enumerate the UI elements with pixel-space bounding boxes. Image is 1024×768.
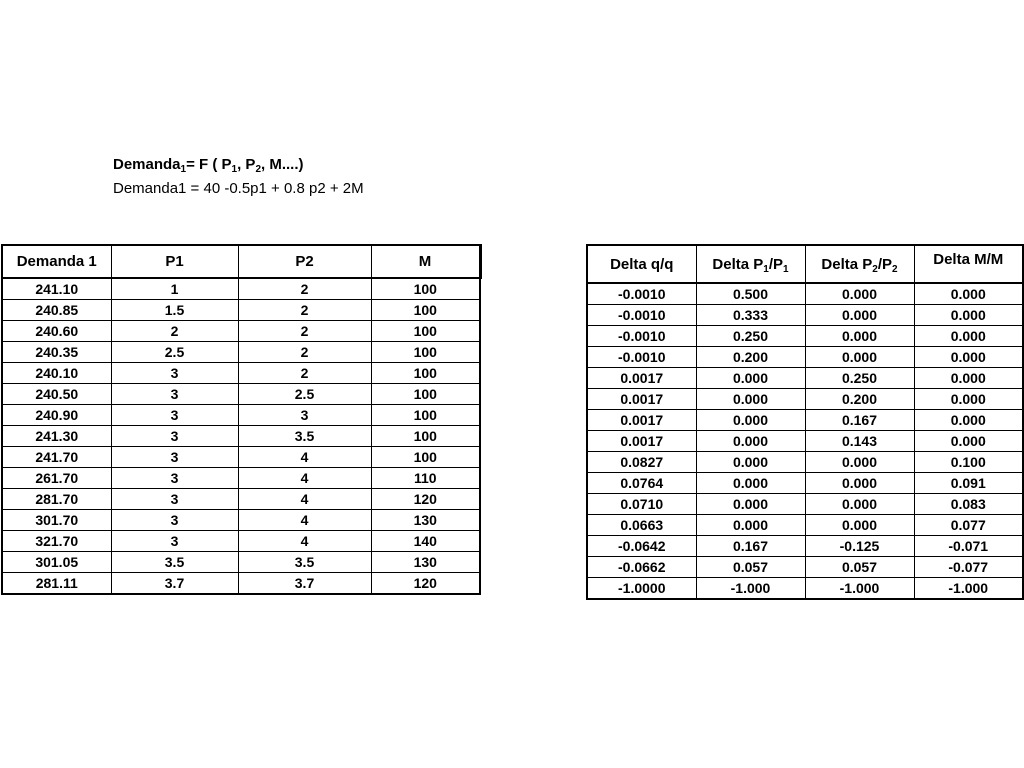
table-row (587, 473, 1023, 494)
table-cell: 2 (238, 278, 371, 300)
table-cell: 0.0764 (587, 473, 696, 494)
table-row (2, 278, 480, 300)
table-cell: 100 (371, 384, 480, 405)
table-cell: 100 (371, 300, 480, 321)
table-cell: 241.30 (2, 426, 111, 447)
table-cell: 240.35 (2, 342, 111, 363)
table-cell: 0.000 (696, 515, 805, 536)
table-row (587, 536, 1023, 557)
table-cell: 0.000 (696, 431, 805, 452)
table-cell: 0.0017 (587, 431, 696, 452)
table-row (2, 384, 480, 405)
table-cell: 3 (111, 531, 238, 552)
table-row (587, 368, 1023, 389)
table-cell: 1 (111, 278, 238, 300)
table-cell: 240.10 (2, 363, 111, 384)
table-cell: 120 (371, 573, 480, 595)
table-cell: 0.250 (696, 326, 805, 347)
table-row (587, 557, 1023, 578)
table-cell: 281.11 (2, 573, 111, 595)
demand-formula: Demanda1 = 40 -0.5p1 + 0.8 p2 + 2M (113, 180, 364, 197)
table-cell: -0.0642 (587, 536, 696, 557)
table-cell: 3.7 (238, 573, 371, 595)
table-row (587, 431, 1023, 452)
table-cell: 4 (238, 447, 371, 468)
table-cell: 1.5 (111, 300, 238, 321)
table-row (2, 552, 480, 573)
col-header-delta-q: Delta q/q (587, 245, 696, 283)
table-cell: 4 (238, 531, 371, 552)
table-cell: 4 (238, 468, 371, 489)
table-cell: 2 (238, 321, 371, 342)
table-cell: 0.100 (914, 452, 1023, 473)
table-cell: 0.000 (696, 452, 805, 473)
table-cell: 0.000 (914, 389, 1023, 410)
table-row (2, 363, 480, 384)
table-cell: 100 (371, 405, 480, 426)
table-cell: 0.000 (805, 347, 914, 368)
table-cell: 0.000 (696, 410, 805, 431)
table-row (587, 283, 1023, 305)
table-cell: 0.000 (914, 368, 1023, 389)
table-row (2, 405, 480, 426)
table-cell: 0.0663 (587, 515, 696, 536)
table-cell: 0.000 (914, 305, 1023, 326)
table-cell: 4 (238, 510, 371, 531)
table-row (587, 494, 1023, 515)
table-row (2, 342, 480, 363)
header-row (587, 245, 1023, 283)
table-cell: -1.000 (805, 578, 914, 600)
table-cell: 240.90 (2, 405, 111, 426)
table-row (587, 452, 1023, 473)
col-header-p2: P2 (238, 245, 371, 278)
table-cell: -0.0010 (587, 283, 696, 305)
table-row (2, 321, 480, 342)
col-header-demanda: Demanda 1 (2, 245, 111, 278)
table-cell: 2.5 (111, 342, 238, 363)
table-cell: 2 (238, 342, 371, 363)
elasticity-table (586, 244, 1024, 600)
table-cell: -0.0662 (587, 557, 696, 578)
table-cell: 0.200 (805, 389, 914, 410)
col-header-delta-m: Delta M/M (914, 245, 1023, 283)
table-cell: 0.000 (696, 473, 805, 494)
table-row (2, 573, 480, 595)
table-cell: 0.091 (914, 473, 1023, 494)
table-cell: 0.000 (805, 515, 914, 536)
table-cell: 4 (238, 489, 371, 510)
table-cell: 321.70 (2, 531, 111, 552)
table-cell: 100 (371, 426, 480, 447)
header-row (2, 245, 480, 278)
table-cell: 0.083 (914, 494, 1023, 515)
table-cell: -0.077 (914, 557, 1023, 578)
table-cell: 2 (238, 363, 371, 384)
table-cell: 0.167 (805, 410, 914, 431)
table-cell: 0.200 (696, 347, 805, 368)
table-cell: 0.000 (696, 389, 805, 410)
table-cell: 0.000 (805, 283, 914, 305)
table-cell: 0.000 (914, 431, 1023, 452)
table-cell: 3 (238, 405, 371, 426)
table-cell: 3 (111, 426, 238, 447)
table-cell: 100 (371, 447, 480, 468)
demand-table (1, 244, 482, 595)
table-row (587, 578, 1023, 600)
table-cell: 0.000 (914, 410, 1023, 431)
table-row (2, 510, 480, 531)
table-cell: 3 (111, 363, 238, 384)
table-row (587, 347, 1023, 368)
table-cell: 0.000 (805, 326, 914, 347)
table-cell: 281.70 (2, 489, 111, 510)
col-header-delta-p1: Delta $P_1/P_1$ (696, 245, 805, 283)
table-row (587, 389, 1023, 410)
table-cell: 3.5 (238, 552, 371, 573)
table-cell: 301.70 (2, 510, 111, 531)
table-cell: 130 (371, 552, 480, 573)
table-cell: 0.057 (805, 557, 914, 578)
table-row (2, 300, 480, 321)
demand-table-body (2, 278, 480, 594)
table-cell: 3.7 (111, 573, 238, 595)
table-cell: -1.000 (914, 578, 1023, 600)
table-row (2, 426, 480, 447)
table-row (2, 531, 480, 552)
table-cell: 0.077 (914, 515, 1023, 536)
table-cell: 0.000 (914, 326, 1023, 347)
table-cell: 0.000 (805, 452, 914, 473)
table-cell: 0.000 (914, 283, 1023, 305)
table-cell: -1.0000 (587, 578, 696, 600)
table-cell: 0.000 (696, 368, 805, 389)
table-cell: 3 (111, 384, 238, 405)
table-cell: 240.60 (2, 321, 111, 342)
table-cell: 0.0017 (587, 389, 696, 410)
table-cell: 0.0827 (587, 452, 696, 473)
table-cell: 0.0017 (587, 410, 696, 431)
table-row (2, 489, 480, 510)
table-cell: 0.167 (696, 536, 805, 557)
col-header-delta-p2: Delta $P_2/P_2$ (805, 245, 914, 283)
table-cell: 130 (371, 510, 480, 531)
table-cell: 3.5 (238, 426, 371, 447)
table-row (2, 468, 480, 489)
table-cell: -0.0010 (587, 326, 696, 347)
table-cell: 0.000 (805, 494, 914, 515)
table-cell: 100 (371, 342, 480, 363)
table-row (587, 326, 1023, 347)
table-cell: 3.5 (111, 552, 238, 573)
table-cell: 240.50 (2, 384, 111, 405)
table-cell: 2.5 (238, 384, 371, 405)
table-cell: 3 (111, 489, 238, 510)
table-cell: 120 (371, 489, 480, 510)
table-cell: -1.000 (696, 578, 805, 600)
table-cell: 100 (371, 321, 480, 342)
function-title: Demanda$_1$= F ( $P_1$, $P_2$, M....) (113, 156, 304, 175)
table-cell: 100 (371, 278, 480, 300)
table-cell: 0.0017 (587, 368, 696, 389)
col-header-p1: P1 (111, 245, 238, 278)
table-cell: 0.000 (805, 305, 914, 326)
table-cell: 241.70 (2, 447, 111, 468)
table-cell: 261.70 (2, 468, 111, 489)
table-cell: 240.85 (2, 300, 111, 321)
table-row (2, 447, 480, 468)
table-cell: 0.0710 (587, 494, 696, 515)
table-cell: 2 (111, 321, 238, 342)
table-cell: 0.500 (696, 283, 805, 305)
table-cell: 100 (371, 363, 480, 384)
table-cell: 3 (111, 510, 238, 531)
table-cell: 0.000 (914, 347, 1023, 368)
table-cell: 0.057 (696, 557, 805, 578)
elasticity-table-body (587, 283, 1023, 599)
table-row (587, 515, 1023, 536)
table-row (587, 410, 1023, 431)
table-row (587, 305, 1023, 326)
table-cell: 3 (111, 405, 238, 426)
table-cell: -0.125 (805, 536, 914, 557)
table-cell: 2 (238, 300, 371, 321)
col-header-m: M (371, 245, 480, 278)
table-cell: 0.250 (805, 368, 914, 389)
table-cell: 140 (371, 531, 480, 552)
table-cell: 0.000 (696, 494, 805, 515)
table-cell: 3 (111, 447, 238, 468)
table-cell: 0.000 (805, 473, 914, 494)
table-cell: 0.143 (805, 431, 914, 452)
table-cell: 3 (111, 468, 238, 489)
table-cell: 301.05 (2, 552, 111, 573)
table-cell: 241.10 (2, 278, 111, 300)
table-cell: -0.0010 (587, 305, 696, 326)
table-cell: 110 (371, 468, 480, 489)
table-cell: -0.071 (914, 536, 1023, 557)
table-cell: -0.0010 (587, 347, 696, 368)
table-cell: 0.333 (696, 305, 805, 326)
